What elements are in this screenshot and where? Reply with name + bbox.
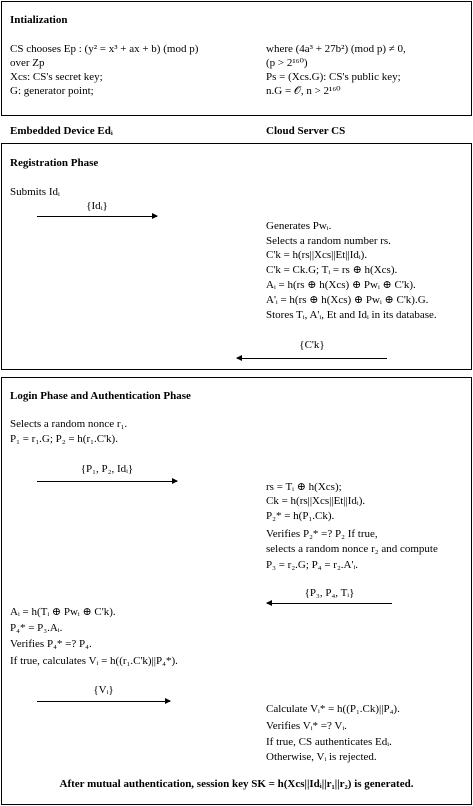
login-title: Login Phase and Authentication Phase bbox=[10, 390, 191, 402]
init-right-line: (p > 2¹⁶⁰) bbox=[266, 57, 308, 69]
init-right-line: n.G = 𝒪, n > 2¹⁶⁰ bbox=[266, 85, 341, 97]
login-server-line: selects a random nonce r₂ and compute bbox=[266, 543, 438, 555]
registration-arrow-to-server bbox=[37, 216, 157, 217]
login-server-line: Verifies Vᵢ* =? Vᵢ. bbox=[266, 720, 347, 732]
login-arrow2-label: {P₃, P₄, Tᵢ} bbox=[304, 587, 355, 599]
init-left-line: Xcs: CS's secret key; bbox=[10, 71, 103, 83]
login-server-line: Verifies P₂* =? P₂ If true, bbox=[266, 528, 378, 540]
login-device-line: P₄* = P₃.Aᵢ. bbox=[10, 622, 63, 634]
initialization-title: Intialization bbox=[10, 14, 68, 26]
registration-arrow2-label: {C'k} bbox=[299, 339, 325, 351]
device-header: Embedded Device Edᵢ bbox=[10, 125, 113, 137]
session-key-footer: After mutual authentication, session key SK = h(Xcs||Idᵢ||r₁||r₂) is generated. bbox=[59, 778, 414, 790]
registration-box bbox=[1, 143, 472, 370]
registration-arrow1-label: {Idᵢ} bbox=[86, 200, 108, 212]
registration-server-line: Selects a random number rs. bbox=[266, 235, 391, 247]
login-server-line: If true, CS authenticates Edᵢ. bbox=[266, 736, 392, 748]
login-arrow1-label: {P₁, P₂, Idᵢ} bbox=[80, 463, 134, 475]
login-arrow-to-device bbox=[267, 603, 392, 604]
registration-title: Registration Phase bbox=[10, 157, 99, 169]
registration-server-line: A'ᵢ = h(rs ⊕ h(Xcs) ⊕ Pwᵢ ⊕ C'k).G. bbox=[266, 294, 429, 306]
registration-submit: Submits Idᵢ bbox=[10, 186, 60, 198]
registration-server-line: Aᵢ = h(rs ⊕ h(Xcs) ⊕ Pwᵢ ⊕ C'k). bbox=[266, 279, 416, 291]
login-device-line: Aᵢ = h(Tᵢ ⊕ Pwᵢ ⊕ C'k). bbox=[10, 606, 116, 618]
login-arrow3-label: {Vᵢ} bbox=[93, 684, 114, 696]
init-right-line: Ps = (Xcs.G): CS's public key; bbox=[266, 71, 401, 83]
login-server-line: P₂* = h(P₁.Ck). bbox=[266, 510, 335, 522]
server-header: Cloud Server CS bbox=[266, 125, 346, 137]
init-left-line: CS chooses Ep : (y² = x³ + ax + b) (mod p) bbox=[10, 43, 199, 55]
login-server-line: Calculate Vᵢ* = h((P₁.Ck)||P₄). bbox=[266, 703, 400, 715]
init-right-line: where (4a³ + 27b²) (mod p) ≠ 0, bbox=[266, 43, 406, 55]
registration-server-line: C'k = h(rs||Xcs||Et||Idᵢ). bbox=[266, 249, 368, 261]
login-device-line: If true, calculates Vᵢ = h((r₁.C'k)||P₄*). bbox=[10, 655, 178, 667]
login-server-line: Ck = h(rs||Xcs||Et||Idᵢ). bbox=[266, 495, 366, 507]
login-device-line: Selects a random nonce r₁. bbox=[10, 418, 128, 430]
registration-server-line: Generates Pwᵢ. bbox=[266, 220, 332, 232]
registration-server-line: C'k = Ck.G; Tᵢ = rs ⊕ h(Xcs). bbox=[266, 264, 398, 276]
login-device-line: P₁ = r₁.G; P₂ = h(r₁.C'k). bbox=[10, 433, 118, 445]
login-device-line: Verifies P₄* =? P₄. bbox=[10, 638, 92, 650]
init-left-line: G: generator point; bbox=[10, 85, 94, 97]
registration-server-line: Stores Tᵢ, A'ᵢ, Et and Idᵢ in its database. bbox=[266, 309, 437, 321]
login-server-line: rs = Tᵢ ⊕ h(Xcs); bbox=[266, 481, 342, 493]
registration-arrow-to-device bbox=[237, 358, 387, 359]
init-left-line: over Zp bbox=[10, 57, 45, 69]
login-server-line: P₃ = r₂.G; P₄ = r₂.A'ᵢ. bbox=[266, 559, 359, 571]
login-arrow-to-server-final bbox=[37, 701, 170, 702]
initialization-box bbox=[1, 1, 472, 116]
login-arrow-to-server bbox=[37, 481, 177, 482]
login-server-line: Otherwise, Vᵢ is rejected. bbox=[266, 751, 377, 763]
